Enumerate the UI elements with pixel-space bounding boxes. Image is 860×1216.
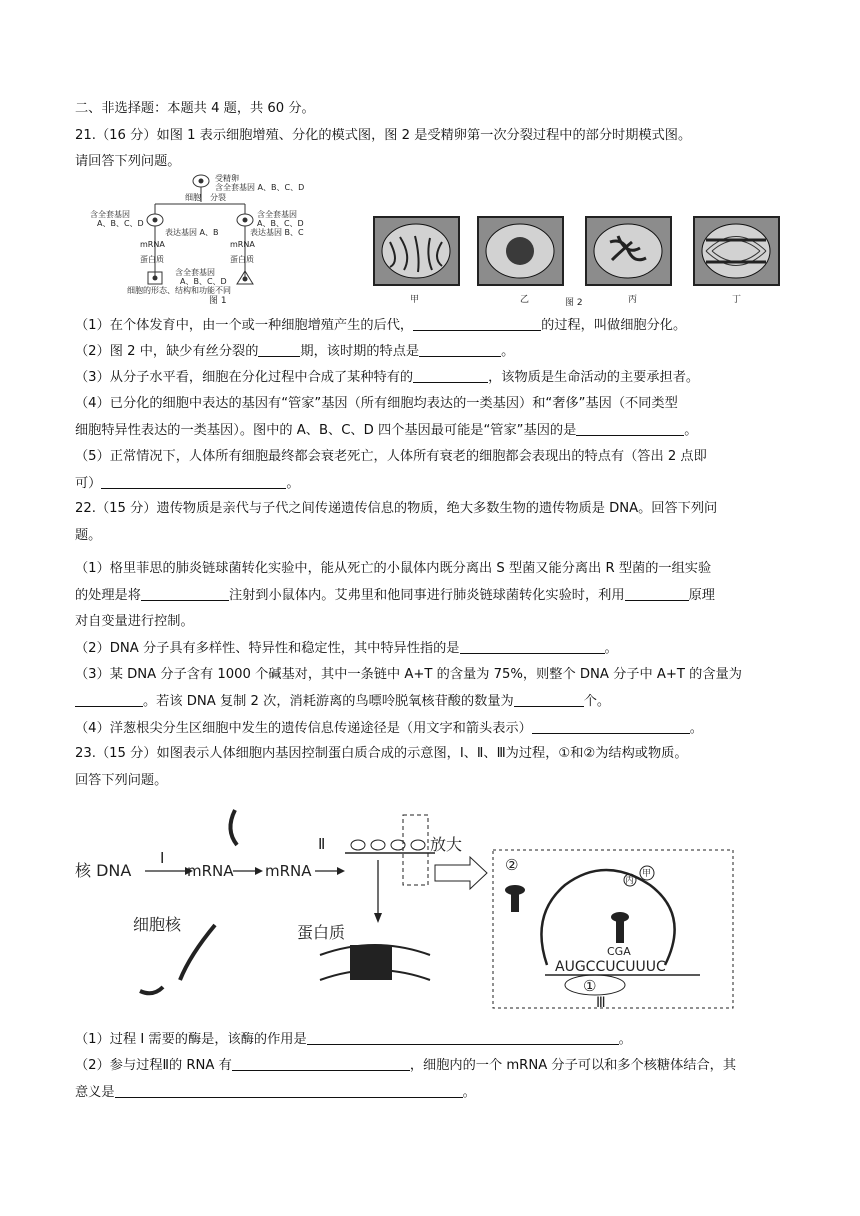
q23-part1-a: （1）过程 I 需要的酶是，该酶的作用是: [75, 1032, 307, 1047]
fig1-top-sub: 含全套基因 A、B、C、D: [215, 183, 305, 192]
q23-part2-d: 。: [462, 1085, 476, 1100]
q21-part5-blank[interactable]: [101, 474, 286, 489]
q23-part1-b: 。: [618, 1032, 632, 1047]
q23-stem-line2: 回答下列问题。: [75, 773, 168, 788]
fig2-caption: 图 2: [565, 298, 583, 308]
q23-part2-blank2[interactable]: [115, 1083, 463, 1098]
q21-part1-a: （1）在个体发育中，由一个或一种细胞增殖产生的后代，: [75, 318, 414, 333]
fig3-sequence: AUGCCUCUUUC: [555, 959, 666, 975]
q22-part4-b: 。: [689, 721, 703, 736]
q22-part1-line1: （1）格里菲思的肺炎链球菌转化实验中，能从死亡的小鼠体内既分离出 S 型菌又能分离出 R 型菌的一组实验: [75, 561, 712, 576]
q22-part1-d: 原理: [688, 588, 715, 603]
q21-part5-c: 。: [286, 476, 300, 491]
q22-part2-blank[interactable]: [460, 639, 605, 654]
section-heading: 二、非选择题：本题共 4 题，共 60 分。: [75, 101, 315, 116]
q23-part1-blank[interactable]: [307, 1030, 619, 1045]
fig1-protein-left: 蛋白质: [140, 255, 164, 264]
figure-gene-expression: [75, 805, 735, 1010]
fig3-protein: 蛋白质: [297, 923, 346, 942]
q21-part1-answer-blank[interactable]: [413, 316, 541, 331]
q21-part1: [75, 316, 686, 335]
q22-stem-line2: 题。: [75, 528, 102, 543]
q23-part2-a: （2）参与过程Ⅱ的 RNA 有: [75, 1058, 232, 1073]
q22-part4: [75, 719, 703, 738]
fig2-label-yi: 乙: [520, 295, 530, 305]
fig1-top: 受精卵: [215, 174, 239, 183]
fig1-caption: 图 1: [209, 296, 227, 306]
q22-part1-b: 的处理是将: [75, 588, 141, 603]
q22-part3-line1: （3）某 DNA 分子含有 1000 个碱基对，其中一条链中 A+T 的含量为 75%，则整个 DNA 分子中 A+T 的含量为: [75, 667, 742, 682]
fig2-label-ding: 丁: [732, 295, 742, 305]
q21-part5-line2: [75, 474, 300, 493]
q22-part1-line3: 对自变量进行控制。: [75, 614, 194, 629]
fig1-right-gene: 含全套基因: [257, 210, 297, 219]
q22-part4-a: （4）洋葱根尖分生区细胞中发生的遗传信息传递途径是（用文字和箭头表示）: [75, 721, 532, 736]
q23-part2-line1: [75, 1056, 736, 1075]
fig1-bottom-text: 细胞的形态、结构和功能不同: [127, 286, 231, 295]
fig1-left-gene2: A、B、C、D: [97, 219, 144, 228]
fig3-process-i: Ⅰ: [160, 849, 165, 867]
q21-part1-b: 的过程，叫做细胞分化。: [541, 318, 687, 333]
q21-part2-blank1[interactable]: [258, 342, 300, 357]
fig3-process-ii: Ⅱ: [318, 835, 326, 853]
q22-part1-blank2[interactable]: [625, 586, 689, 601]
figure-1-cell-differentiation: [85, 172, 355, 307]
q21-part4-b: 细胞特异性表达的一类基因）。图中的 A、B、C、D 四个基因最可能是“管家”基因的是: [75, 423, 577, 438]
q21-part2-a: （2）图 2 中，缺少有丝分裂的: [75, 344, 259, 359]
q23-part1: [75, 1030, 632, 1049]
q21-part3: [75, 368, 699, 387]
q21-part2-blank2[interactable]: [419, 342, 501, 357]
fig1-mrna-left: mRNA: [140, 240, 165, 249]
q21-stem-line1: 21.（16 分）如图 1 表示细胞增殖、分化的模式图，图 2 是受精卵第一次分裂过程中的部分时期模式图。: [75, 128, 692, 143]
fig1-right-gene2: A、B、C、D: [257, 219, 304, 228]
q22-part1-c: 注射到小鼠体内。艾弗里和他同事进行肺炎链球菌转化实验时，利用: [228, 588, 625, 603]
q22-part3-b: 。若该 DNA 复制 2 次，消耗游离的鸟嘌呤脱氧核苷酸的数量为: [143, 694, 514, 709]
q21-part4-line2: [75, 421, 697, 440]
q22-part4-blank[interactable]: [532, 719, 690, 734]
fig1-mrna-right: mRNA: [230, 240, 255, 249]
fig3-mrna1: mRNA: [187, 862, 234, 880]
q21-part3-a: （3）从分子水平看，细胞在分化过程中合成了某种特有的: [75, 370, 414, 385]
fig3-mrna2: mRNA: [265, 862, 312, 880]
q22-part2-b: 。: [604, 641, 618, 656]
q22-part1-line2: [75, 586, 715, 605]
q21-part4-blank[interactable]: [576, 421, 684, 436]
q23-part2-line2: [75, 1083, 476, 1102]
fig1-proc2: 分裂: [210, 193, 226, 202]
fig3-circle2: ②: [505, 856, 519, 874]
q21-part4-line1: （4）已分化的细胞中表达的基因有“管家”基因（所有细胞均表达的一类基因）和“奢侈”基因（不同类型: [75, 396, 678, 411]
fig1-express: 表达基因 A、B: [165, 228, 219, 237]
fig1-express-right: 表达基因 B、C: [250, 228, 304, 237]
fig3-circle1: ①: [583, 977, 597, 995]
fig2-label-bing: 丙: [628, 295, 638, 305]
q22-part3-c: 个。: [583, 694, 611, 709]
fig3-nucleus: 细胞核: [133, 915, 182, 934]
fig1-proc1: 细胞: [185, 193, 201, 202]
fig3-nuc-dna: 核 DNA: [75, 861, 132, 880]
fig3-zoom: 放大: [430, 835, 463, 854]
fig1-left-gene: 含全套基因: [90, 210, 130, 219]
q21-part4-c: 。: [684, 423, 698, 438]
q21-part2-c: 。: [501, 344, 515, 359]
q21-part2-b: 期，该时期的特点是: [300, 344, 420, 359]
q22-part3-blank2[interactable]: [514, 692, 584, 707]
fig1-protein-right: 蛋白质: [230, 255, 254, 264]
q23-part2-c: 意义是: [75, 1085, 115, 1100]
q22-part2-a: （2）DNA 分子具有多样性、特异性和稳定性，其中特异性指的是: [75, 641, 460, 656]
fig1-bottom-gene2: A、B、C、D: [180, 277, 227, 286]
fig3-anticodon: CGA: [607, 945, 631, 958]
q22-stem-line1: 22.（15 分）遗传物质是亲代与子代之间传递遗传信息的物质，绝大多数生物的遗传物质是 DNA。回答下列问: [75, 501, 718, 516]
q23-part2-blank1[interactable]: [232, 1056, 410, 1071]
q21-part3-b: ，该物质是生命活动的主要承担者。: [488, 370, 700, 385]
q21-part3-blank[interactable]: [413, 368, 488, 383]
q21-part5-b: 可）: [75, 476, 102, 491]
figure-2-mitosis-phases: [360, 212, 800, 310]
q22-part3-blank1[interactable]: [75, 692, 143, 707]
fig2-label-jia: 甲: [410, 295, 420, 305]
fig1-bottom-gene: 含全套基因: [175, 268, 215, 277]
q21-stem-line2: 请回答下列问题。: [75, 154, 181, 169]
fig3-jia: 甲: [642, 869, 652, 879]
q22-part2: [75, 639, 618, 658]
q23-part2-b: ，细胞内的一个 mRNA 分子可以和多个核糖体结合，其: [409, 1058, 737, 1073]
fig3-process-iii: Ⅲ: [596, 995, 606, 1010]
q21-part2: [75, 342, 514, 361]
fig3-bing: 丙: [625, 876, 635, 886]
q21-part5-line1: （5）正常情况下，人体所有细胞最终都会衰老死亡，人体所有衰老的细胞都会表现出的特点有（答出 2 点即: [75, 449, 707, 464]
q22-part1-blank1[interactable]: [141, 586, 229, 601]
q22-part3-line2: [75, 692, 610, 711]
q23-stem-line1: 23.（15 分）如图表示人体细胞内基因控制蛋白质合成的示意图，Ⅰ、Ⅱ、Ⅲ为过程，①和②为结构或物质。: [75, 746, 688, 761]
